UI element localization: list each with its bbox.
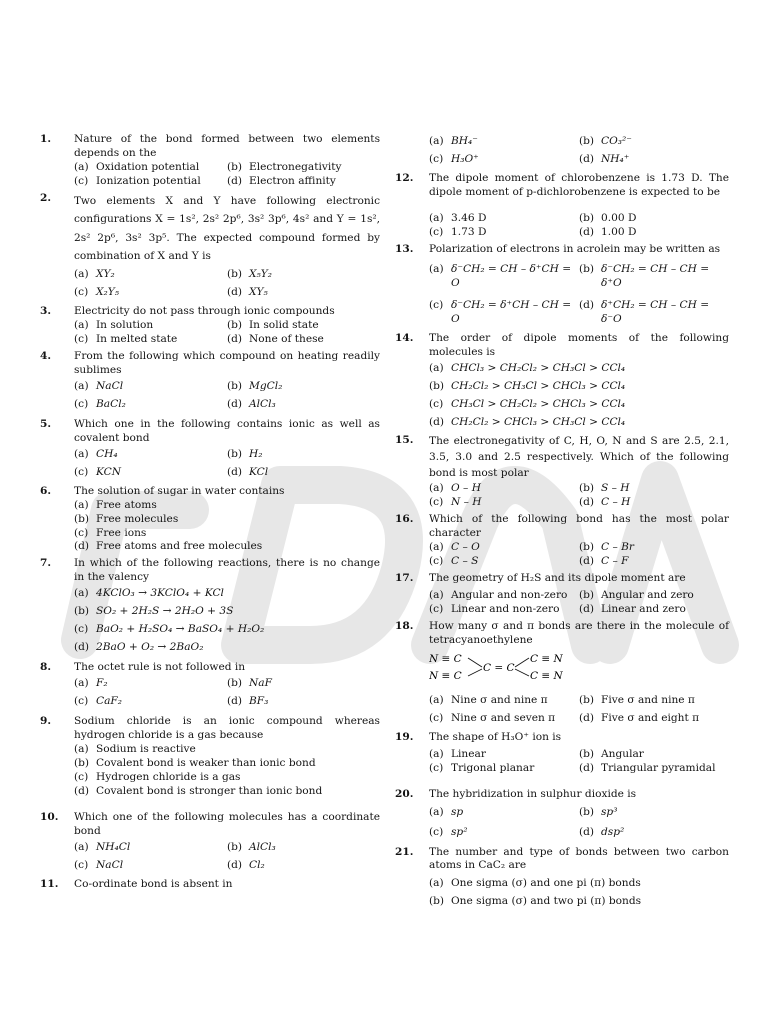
option-b: (b) H₂ <box>227 447 263 460</box>
option-a: (a) In solution <box>74 318 154 331</box>
question-text: The octet rule is not followed in <box>74 661 246 674</box>
option-c: (c) NaCl <box>74 858 124 871</box>
option-d: (d) Triangular pyramidal <box>579 761 716 774</box>
option-c: (c) In melted state <box>74 332 178 345</box>
option-c: (c) CaF₂ <box>74 695 123 708</box>
option-b: (b) Electronegativity <box>227 160 342 173</box>
option-c: (c) BaCl₂ <box>74 397 126 410</box>
option-c: (c) C – S <box>429 554 479 567</box>
option-d: (d) 2BaO + O₂ → 2BaO₂ <box>74 641 204 654</box>
option-d: (d) AlCl₃ <box>227 397 276 410</box>
question-number: 15. <box>395 434 414 447</box>
question-20 <box>395 788 729 842</box>
option-d: (d) δ⁺CH₂ = CH – CH = δ⁻O <box>579 298 710 325</box>
question-11-options <box>395 133 729 169</box>
option-a: (a) Linear <box>429 747 486 760</box>
option-d: (d) None of these <box>227 332 324 345</box>
option-a: (a) One sigma (σ) and one pi (π) bonds <box>429 877 641 890</box>
question-number: 9. <box>40 715 52 728</box>
question-text: In which of the following reactions, there is no change in the valency <box>74 557 380 584</box>
option-c: (c) Free ions <box>74 526 147 539</box>
question-text: Polarization of electrons in acrolein may be written as <box>429 242 721 255</box>
option-d: (d) Five σ and eight π <box>579 711 700 724</box>
question-text: The solution of sugar in water contains <box>74 484 285 497</box>
structure-bond <box>515 658 529 667</box>
left-column <box>40 133 380 895</box>
question-text: The order of dipole moments of the following molecules is <box>429 331 729 358</box>
option-d: (d) C – F <box>579 554 629 567</box>
option-a: (a) CHCl₃ > CH₂Cl₂ > CH₃Cl > CCl₄ <box>429 361 626 374</box>
question-10 <box>40 811 380 875</box>
question-text: The number and type of bonds between two carbon atoms in CaC₂ are <box>429 845 729 872</box>
option-b: (b) Free molecules <box>74 512 179 525</box>
option-b: (b) X₅Y₂ <box>227 268 273 280</box>
option-c: (c) N – H <box>429 496 482 509</box>
option-b: (b) C – Br <box>579 541 634 554</box>
question-6 <box>40 485 380 555</box>
question-number: 17. <box>395 571 414 584</box>
question-text: Two elements X and Y have following electronic configurations X = 1s², 2s² 2p⁶, 3s² 3p⁶, 4s² and Y = 1s², 2s² 2p⁶, 3s² 3p⁵. The expected compound formed by combination of X and Y is <box>74 194 380 263</box>
structure-bond <box>468 658 482 667</box>
option-c: (c) Trigonal planar <box>429 761 535 774</box>
question-9 <box>40 715 380 799</box>
structure-label: N ≡ C <box>429 669 462 682</box>
option-a: (a) NaCl <box>74 379 124 392</box>
question-number: 3. <box>40 304 52 317</box>
option-c: (c) BaO₂ + H₂SO₄ → BaSO₄ + H₂O₂ <box>74 623 265 636</box>
option-a: (a) Angular and non-zero <box>429 588 568 601</box>
option-c: (c) sp² <box>429 825 468 838</box>
option-b: (b) Angular and zero <box>579 588 694 601</box>
question-number: 1. <box>40 133 52 145</box>
option-d: (d) XY₅ <box>227 285 268 298</box>
question-number: 13. <box>395 242 414 255</box>
question-number: 14. <box>395 331 414 344</box>
option-c: (c) Hydrogen chloride is a gas <box>74 771 241 784</box>
question-text: Nature of the bond formed between two elements depends on the <box>74 133 380 159</box>
question-text: The dipole moment of chlorobenzene is 1.73 D. The dipole moment of p-dichlorobenzene is expected to be <box>429 171 729 198</box>
option-d: (d) CH₂Cl₂ > CHCl₃ > CH₃Cl > CCl₄ <box>429 415 626 428</box>
question-17 <box>395 572 729 617</box>
question-21 <box>395 846 729 910</box>
question-text: From the following which compound on heating readily sublimes <box>74 349 380 376</box>
question-7 <box>40 557 380 657</box>
option-c: (c) CH₃Cl > CH₂Cl₂ > CHCl₃ > CCl₄ <box>429 397 626 410</box>
option-a: (a) Sodium is reactive <box>74 743 196 756</box>
option-d: (d) Electron affinity <box>227 174 336 187</box>
option-a: (a) CH₄ <box>74 447 118 460</box>
option-d: (d) 1.00 D <box>579 225 637 238</box>
option-b: (b) S – H <box>579 482 630 495</box>
option-a: (a) 4KClO₃ → 3KClO₄ + KCl <box>74 587 224 600</box>
structure-bond <box>468 669 482 676</box>
question-16 <box>395 513 729 569</box>
option-b: (b) sp³ <box>579 805 618 818</box>
option-d: (d) NH₄⁺ <box>579 152 630 165</box>
question-3 <box>40 305 380 347</box>
question-4 <box>40 350 380 414</box>
question-number: 16. <box>395 513 414 526</box>
option-d: (d) Covalent bond is stronger than ionic bond <box>74 785 323 797</box>
question-text: How many σ and π bonds are there in the molecule of tetracyanoethylene <box>429 619 729 646</box>
option-c: (c) X₂Y₅ <box>74 285 120 298</box>
right-column <box>395 133 729 912</box>
option-a: (a) sp <box>429 805 464 818</box>
question-number: 12. <box>395 171 414 184</box>
option-c: (c) Nine σ and seven π <box>429 711 556 724</box>
question-number: 19. <box>395 730 414 743</box>
question-number: 2. <box>40 191 52 204</box>
option-d: (d) C – H <box>579 496 631 509</box>
option-c: (c) H₃O⁺ <box>429 152 479 165</box>
option-d: (d) KCl <box>227 465 269 478</box>
question-19 <box>395 731 729 776</box>
option-a: (a) NH₄Cl <box>74 840 131 853</box>
question-number: 21. <box>395 845 414 858</box>
question-text: The hybridization in sulphur dioxide is <box>429 787 637 800</box>
question-text: The geometry of H₂S and its dipole moment are <box>429 571 686 584</box>
option-d: (d) BF₃ <box>227 695 269 708</box>
question-number: 5. <box>40 417 52 430</box>
question-8 <box>40 661 380 711</box>
question-text: Which one in the following contains ionic as well as covalent bond <box>74 417 380 444</box>
option-b: (b) NaF <box>227 677 272 690</box>
structure-label: N ≡ C <box>429 652 462 665</box>
option-a: (a) O – H <box>429 482 481 495</box>
option-a: (a) XY₂ <box>74 268 115 280</box>
option-b: (b) In solid state <box>227 318 319 331</box>
structure-label: C ≡ N <box>530 669 563 682</box>
option-d: (d) Linear and zero <box>579 602 686 615</box>
option-a: (a) Nine σ and nine π <box>429 693 548 706</box>
option-b: (b) MgCl₂ <box>227 379 283 392</box>
option-c: (c) δ⁻CH₂ = δ⁺CH – CH = O <box>429 298 572 325</box>
question-number: 11. <box>40 877 59 890</box>
option-b: (b) Covalent bond is weaker than ionic bond <box>74 757 316 770</box>
option-b: (b) δ⁻CH₂ = CH – CH = δ⁺O <box>579 262 710 289</box>
option-a: (a) δ⁻CH₂ = CH – δ⁺CH = O <box>429 262 572 289</box>
question-number: 6. <box>40 484 52 497</box>
question-2 <box>40 192 380 302</box>
question-number: 7. <box>40 557 52 570</box>
option-b: (b) One sigma (σ) and two pi (π) bonds <box>429 895 642 908</box>
option-a: (a) Oxidation potential <box>74 160 200 173</box>
option-b: (b) CH₂Cl₂ > CH₃Cl > CHCl₃ > CCl₄ <box>429 379 626 392</box>
question-text: Which one of the following molecules has a coordinate bond <box>74 810 380 837</box>
option-d: (d) Free atoms and free molecules <box>74 540 263 553</box>
option-a: (a) 3.46 D <box>429 211 487 224</box>
question-12 <box>395 172 729 240</box>
question-number: 10. <box>40 810 59 823</box>
question-13 <box>395 243 729 329</box>
question-15 <box>395 434 729 510</box>
question-text: Co-ordinate bond is absent in <box>74 877 233 890</box>
option-c: (c) 1.73 D <box>429 225 487 238</box>
question-number: 18. <box>395 619 414 632</box>
structure-bond <box>515 669 529 676</box>
option-d: (d) Cl₂ <box>227 858 265 871</box>
option-a: (a) C – O <box>429 541 480 554</box>
question-18 <box>395 620 729 728</box>
option-b: (b) CO₃²⁻ <box>579 135 632 147</box>
question-number: 8. <box>40 661 52 674</box>
option-a: (a) Free atoms <box>74 498 157 511</box>
option-a: (a) BH₄⁻ <box>429 135 478 147</box>
option-b: (b) AlCl₃ <box>227 840 276 853</box>
question-5 <box>40 418 380 482</box>
question-text: Sodium chloride is an ionic compound whereas hydrogen chloride is a gas because <box>74 715 380 742</box>
option-c: (c) Linear and non-zero <box>429 602 560 615</box>
question-14 <box>395 332 729 432</box>
option-b: (b) Five σ and nine π <box>579 693 695 706</box>
tetracyanoethylene-structure <box>429 650 729 689</box>
option-b: (b) 0.00 D <box>579 211 637 224</box>
question-text: The electronegativity of C, H, O, N and S are 2.5, 2.1, 3.5, 3.0 and 2.5 respectively. Which of the following bond is most polar <box>429 435 729 480</box>
structure-label: C ≡ N <box>530 652 563 665</box>
question-number: 4. <box>40 349 52 362</box>
question-11 <box>40 878 380 892</box>
option-d: (d) dsp² <box>579 825 625 838</box>
option-c: (c) KCN <box>74 465 122 478</box>
option-b: (b) SO₂ + 2H₂S → 2H₂O + 3S <box>74 605 234 618</box>
question-text: Electricity do not pass through ionic compounds <box>74 304 335 317</box>
question-1 <box>40 133 380 189</box>
question-text: Which of the following bond has the most polar character <box>429 513 729 540</box>
option-b: (b) Angular <box>579 747 644 760</box>
structure-label: C = C <box>483 661 515 674</box>
option-a: (a) F₂ <box>74 677 108 690</box>
question-number: 20. <box>395 787 414 800</box>
question-text: The shape of H₃O⁺ ion is <box>429 730 562 743</box>
option-c: (c) Ionization potential <box>74 174 201 187</box>
